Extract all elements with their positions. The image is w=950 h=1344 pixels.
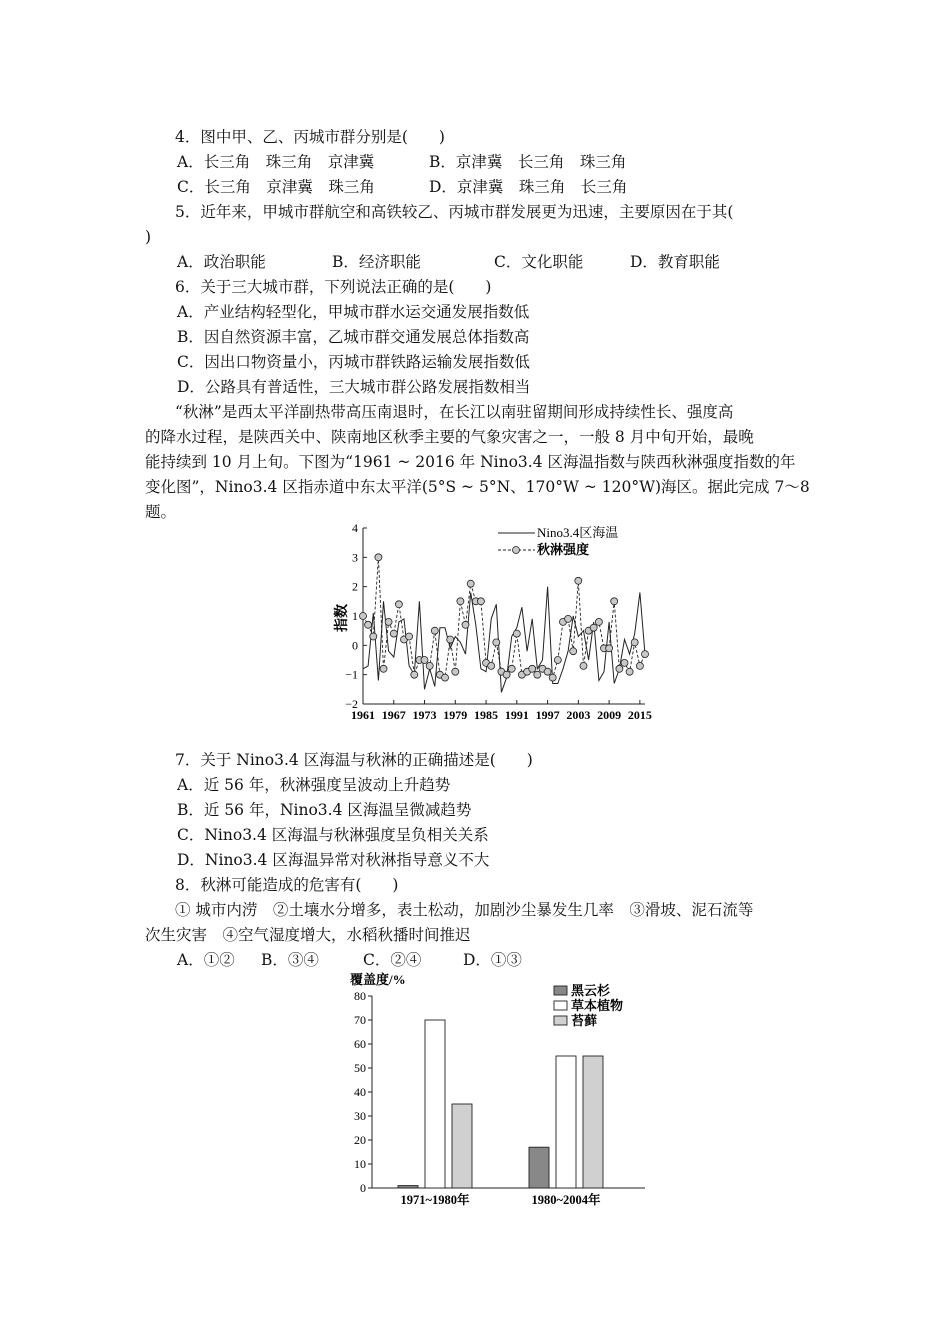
q8-option-d: D．①③ — [463, 951, 522, 969]
q8-option-c: C．②④ — [363, 951, 422, 969]
series-autumn-rain-line — [363, 557, 645, 677]
y-tick-label: 2 — [352, 579, 358, 594]
bar — [425, 1020, 445, 1188]
legend-label-autumn-rain: 秋淋强度 — [537, 542, 590, 557]
autumn-rain-point — [575, 577, 582, 584]
autumn-rain-point — [467, 580, 474, 587]
autumn-rain-point — [529, 665, 536, 672]
y-tick-label: 80 — [354, 989, 366, 1003]
q8-stem: 8．秋淋可能造成的危害有( ) — [175, 876, 399, 894]
x-tick-label: 1967 — [381, 708, 406, 722]
bar — [529, 1147, 549, 1188]
autumn-rain-point — [616, 665, 623, 672]
x-tick-label: 1979 — [443, 708, 468, 722]
legend-label: 苔藓 — [571, 1013, 598, 1028]
autumn-rain-point — [544, 668, 551, 675]
autumn-rain-point — [595, 618, 602, 625]
q4-option-b: B．京津冀 长三角 珠三角 — [429, 153, 627, 171]
passage-line-5: 题。 — [145, 503, 177, 521]
autumn-rain-point — [503, 671, 510, 678]
autumn-rain-point — [426, 662, 433, 669]
y-tick-label: 30 — [354, 1109, 366, 1123]
bar-chart-y-ticks — [354, 989, 372, 1195]
legend-label: 黑云杉 — [571, 983, 611, 998]
nino-autumn-rain-line-chart — [330, 518, 660, 728]
x-tick-label: 2003 — [566, 708, 591, 722]
y-tick-label: 60 — [354, 1037, 366, 1051]
y-tick-label: 1 — [352, 609, 358, 623]
y-tick-label: −2 — [345, 697, 358, 711]
autumn-rain-point — [488, 662, 495, 669]
q5-option-c: C．文化职能 — [494, 253, 584, 271]
bar-chart-legend — [554, 983, 623, 1028]
q5-options — [177, 252, 720, 272]
q7-option-d: D．Nino3.4 区海温异常对秋淋指导意义不大 — [177, 851, 490, 869]
q8-item-line1: ① 城市内涝 ②土壤水分增多，表土松动，加剧沙尘暴发生几率 ③滑坡、泥石流等 — [175, 901, 754, 919]
x-tick-label: 2009 — [597, 708, 622, 722]
autumn-rain-point — [570, 648, 577, 655]
q8-option-a: A．①② — [177, 951, 235, 969]
q5-stem-line1: 5．近年来，甲城市群航空和高铁较乙、丙城市群发展更为迅速，主要原因在于其( — [175, 203, 734, 221]
line-chart-series — [360, 554, 649, 693]
legend-swatch — [554, 986, 567, 995]
passage-line-1: “秋淋”是西太平洋副热带高压南退时，在长江以南驻留期间形成持续性长、强度高 — [175, 403, 734, 421]
q4-option-c: C．长三角 京津冀 珠三角 — [177, 178, 375, 196]
q6-stem: 6．关于三大城市群，下列说法正确的是( ) — [175, 278, 492, 296]
bar-chart-bars — [398, 1020, 603, 1188]
y-tick-label: −1 — [345, 667, 358, 682]
bar — [583, 1056, 603, 1188]
legend-swatch — [554, 1016, 567, 1025]
x-category-label: 1971~1980年 — [400, 1193, 470, 1207]
autumn-rain-point — [606, 645, 613, 652]
line-chart-legend — [498, 525, 618, 557]
autumn-rain-point — [380, 665, 387, 672]
q5-option-b: B．经济职能 — [332, 253, 421, 271]
x-tick-label: 1985 — [474, 708, 499, 722]
x-tick-label: 2015 — [627, 708, 652, 722]
bar-chart-y-label: 覆盖度/% — [350, 972, 406, 987]
legend-label-nino: Nino3.4区海温 — [537, 525, 619, 540]
y-tick-label: 20 — [354, 1133, 366, 1147]
legend-swatch — [554, 1001, 567, 1010]
y-tick-label: 0 — [352, 638, 358, 653]
q6-option-a: A．产业结构轻型化，甲城市群水运交通发展指数低 — [177, 303, 530, 321]
autumn-rain-point — [370, 633, 377, 640]
legend-label: 草本植物 — [571, 998, 624, 1013]
q7-option-c: C．Nino3.4 区海温与秋淋强度呈负相关关系 — [177, 826, 489, 844]
q7-option-a: A．近 56 年，秋淋强度呈波动上升趋势 — [177, 776, 451, 794]
autumn-rain-point — [447, 636, 454, 643]
autumn-rain-point — [580, 662, 587, 669]
q6-option-b: B．因自然资源丰富，乙城市群交通发展总体指数高 — [177, 328, 530, 346]
autumn-rain-point — [375, 554, 382, 561]
autumn-rain-point — [421, 657, 428, 664]
bar — [556, 1056, 576, 1188]
q5-option-d: D．教育职能 — [630, 253, 720, 271]
autumn-rain-point — [565, 615, 572, 622]
autumn-rain-point — [554, 657, 561, 664]
legend-circle-marker — [513, 547, 520, 554]
q4-option-d: D．京津冀 珠三角 长三角 — [429, 178, 628, 196]
passage-line-4: 变化图”，Nino3.4 区指赤道中东太平洋(5°S ~ 5°N、170°W ~ 120°W)海区。据此完成 7～8 — [145, 478, 810, 496]
bar-chart-axes — [372, 996, 645, 1188]
y-tick-label: 10 — [354, 1157, 366, 1171]
autumn-rain-point — [442, 674, 449, 681]
autumn-rain-point — [626, 668, 633, 675]
x-category-label: 1980~2004年 — [531, 1193, 601, 1207]
x-tick-label: 1991 — [504, 708, 529, 722]
autumn-rain-point — [477, 598, 484, 605]
q6-option-d: D．公路具有普适性，三大城市群公路发展指数相当 — [177, 378, 531, 396]
autumn-rain-point — [457, 598, 464, 605]
q7-stem: 7．关于 Nino3.4 区海温与秋淋的正确描述是( ) — [175, 751, 533, 769]
autumn-rain-point — [411, 671, 418, 678]
line-chart-y-label: 指数 — [335, 604, 350, 632]
y-tick-label: 50 — [354, 1061, 366, 1075]
y-tick-label: 70 — [354, 1013, 366, 1027]
line-chart-x-ticks — [351, 700, 652, 722]
y-tick-label: 0 — [360, 1181, 366, 1195]
autumn-rain-point — [590, 624, 597, 631]
q4-options-row2 — [177, 177, 627, 197]
x-tick-label: 1997 — [535, 708, 560, 722]
q4-option-a: A．长三角 珠三角 京津冀 — [177, 153, 375, 171]
autumn-rain-point — [406, 633, 413, 640]
q5-option-a: A．政治职能 — [177, 253, 266, 271]
vegetation-coverage-bar-chart — [330, 968, 650, 1213]
q7-option-b: B．近 56 年，Nino3.4 区海温呈微减趋势 — [177, 801, 472, 819]
q5-stem-line2: ) — [145, 228, 152, 246]
x-tick-label: 1973 — [412, 708, 437, 722]
q4-stem: 4．图中甲、乙、丙城市群分别是( ) — [175, 128, 445, 146]
passage-line-3: 能持续到 10 月上旬。下图为“1961 ~ 2016 年 Nino3.4 区海温指数与陕西秋淋强度指数的年 — [145, 453, 796, 471]
passage-line-2: 的降水过程，是陕西关中、陕南地区秋季主要的气象灾害之一，一般 8 月中旬开始，最晚 — [145, 428, 754, 446]
autumn-rain-point — [365, 621, 372, 628]
q8-option-b: B．③④ — [261, 951, 319, 969]
autumn-rain-point — [534, 671, 541, 678]
q8-item-line2: 次生灾害 ④空气湿度增大，水稻秋播时间推迟 — [145, 926, 471, 944]
autumn-rain-point — [452, 668, 459, 675]
autumn-rain-point — [360, 613, 367, 620]
autumn-rain-point — [508, 665, 515, 672]
autumn-rain-point — [493, 639, 500, 646]
x-tick-label: 1961 — [351, 708, 375, 722]
autumn-rain-point — [631, 639, 638, 646]
q4-options-row1 — [177, 152, 626, 172]
bar — [452, 1104, 472, 1188]
autumn-rain-point — [513, 630, 520, 637]
y-tick-label: 4 — [352, 521, 358, 535]
autumn-rain-point — [621, 659, 628, 666]
autumn-rain-point — [390, 630, 397, 637]
autumn-rain-point — [385, 618, 392, 625]
bar-chart-x-ticks — [400, 1192, 601, 1207]
q8-options — [177, 950, 522, 970]
autumn-rain-point — [642, 651, 649, 658]
y-tick-label: 3 — [352, 550, 358, 565]
y-tick-label: 40 — [354, 1085, 366, 1099]
bar — [398, 1186, 418, 1188]
autumn-rain-point — [636, 662, 643, 669]
autumn-rain-point — [462, 621, 469, 628]
q6-option-c: C．因出口物资量小，丙城市群铁路运输发展指数低 — [177, 353, 530, 371]
autumn-rain-point — [431, 627, 438, 634]
autumn-rain-point — [611, 598, 618, 605]
autumn-rain-point — [549, 674, 556, 681]
autumn-rain-point — [395, 601, 402, 608]
